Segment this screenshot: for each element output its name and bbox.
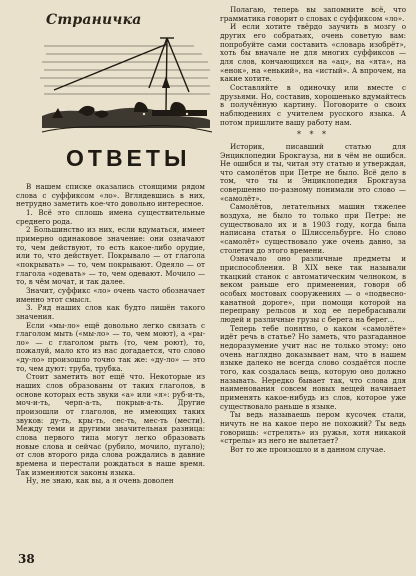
arctic-illustration (34, 28, 214, 138)
left-paragraph: 1. Всё это сплошь имена существительные среднего рода. (16, 207, 205, 226)
left-paragraph: Если «мы-ло» ещё довольно легко связать с глаголом мыть («мы-ло» — то, чем моют), а «ры-ло» — с глаголом рыть (то, чем роют), то, пожалуй, мало кто из нас догадается, что слово «ду-ло» произошло точно так же: «ду-ло» — это то, чем дуют: труба, трубка. (16, 320, 205, 373)
right-text (220, 6, 406, 454)
left-paragraph: 2 Большинство из них, если вдуматься, имеет примерно одинаковое значение: они означают то, чем действуют, то есть какое-либо орудие, или то, что действует. Покрывало — от глагола «покрывать» — то, чем покрывают. Одеяло — от глагола «одевать» — то, чем одевают. Мочило — то, в чём мочат, и так далее. (16, 225, 205, 287)
left-paragraph: Стоит заметить вот ещё что. Некоторые из наших слов образованы от таких глаголов, в основе которых есть звуки «а» или «я»: руб-и-ть, моч-и-ть, черп-а-ть, покрыв-а-ть. Другие произошли от глаголов, не имеющих таких звуков: ду-ть, кры-ть, сес-ть, мес-ть (мести). Между теми и другими значительная разница: слова первого типа могут легко образовать новые слова и сейчас (рубило, мочило, пугало); от слов второго ряда слова рождались в давние времена и перестали рождаться в наше время. Так изменяются законы языка. (16, 372, 205, 477)
answers-title: ОТВЕТЫ (66, 145, 191, 171)
left-column (16, 0, 205, 554)
right-paragraph: Вот то же произошло и в данном случае. (230, 444, 386, 454)
right-paragraph: Полагаю, теперь вы запомните всё, что грамматика говорит о словах с суффиксом «ло». (220, 5, 406, 23)
right-paragraph: Ты ведь называешь пером кусочек стали, ничуть не на какое перо не похожий? Ты ведь говоришь: «стрелять» из ружья, хотя никакой «стрелы» из него не вылетает? (220, 410, 406, 446)
right-paragraph: Составляйте в одиночку или вместе с друзьями. Но, составив, хорошенько вдумайтесь в получённую картину. Поговорите о своих наблюдениях с учителем русского языка. А потом пришлите вашу работу нам. (220, 82, 406, 127)
page-number: 38 (18, 552, 35, 566)
right-paragraph: Теперь тебе понятно, о каком «самолёте» идёт речь в статье? Но заметь, что разгаданное недоразумение учит нас не только этому: оно очень наглядно доказывает нам, что в нашем языке далеко не всегда слово создаётся после того, как создалась вещь, которую оно должно называть. Нередко бывает так, что слова для наименования совсем новых вещей начинает применять какое-нибудь из слов, которое уже существовало раньше в языке. (220, 323, 406, 411)
right-paragraph: Историк, писавший статью для Энциклопедии Брокгауза, ни в чём не ошибся. Не ошибся и ты, читая эту статью и утверждая, что самолётов при Петре не было. Всё дело в том, что ты и Энциклопедия Брокгауза совершенно по-разному понимали это слово — «самолёт». (220, 141, 406, 203)
left-paragraph: 3. Ряд наших слов как будто лишён такого значения. (16, 303, 205, 321)
left-text (16, 183, 205, 486)
right-paragraph: Самолётов, летательных машин тяжелее воздуха, не было то только при Петре: не существовало их и в 1903 году, когда была написана статья о Шлиссельбурге. Но слово «самолёт» существовало уже очень давно, за столетия до этого времени. (220, 202, 406, 255)
left-paragraph: В нашем списке оказались стоящими рядом слова с суффиксом «ло». Вглядевшись в них, нетрудно заметить кое-что довольно интересное. (16, 182, 205, 209)
right-paragraph: И если хотите твёрдо заучить в мозгу о других его собратьях, очень советую вам: попробуйте сами составить «словарь изобрёт», хоть бы вначале не для многих суффиксов — для слов, кончающихся на «ац», на «ятa», на «енок», на «енький», на «истый». А впрочем, на какие хотите. (220, 22, 406, 84)
left-paragraph: Значит, суффикс «ло» очень часто обозначает именно этот смысл. (16, 285, 205, 304)
right-paragraph: Означало оно различные предметы и приспособления. В XIX веке так называли ткацкий станок с автоматическим челноком, в веком раньше его применения, говоря об особых мостовых сооружениях — о «подвесно-канатной дороге», при помощи которой на переправу рельсов и ход ее перебрасывали людей и различные грузы с берега на берег… (220, 254, 406, 324)
left-paragraph: Ну, не знаю, как вы, а я очень доволен (26, 476, 174, 486)
right-column (220, 0, 406, 554)
section-separator: * * * (296, 130, 330, 140)
section-title: Страничка (46, 12, 142, 28)
